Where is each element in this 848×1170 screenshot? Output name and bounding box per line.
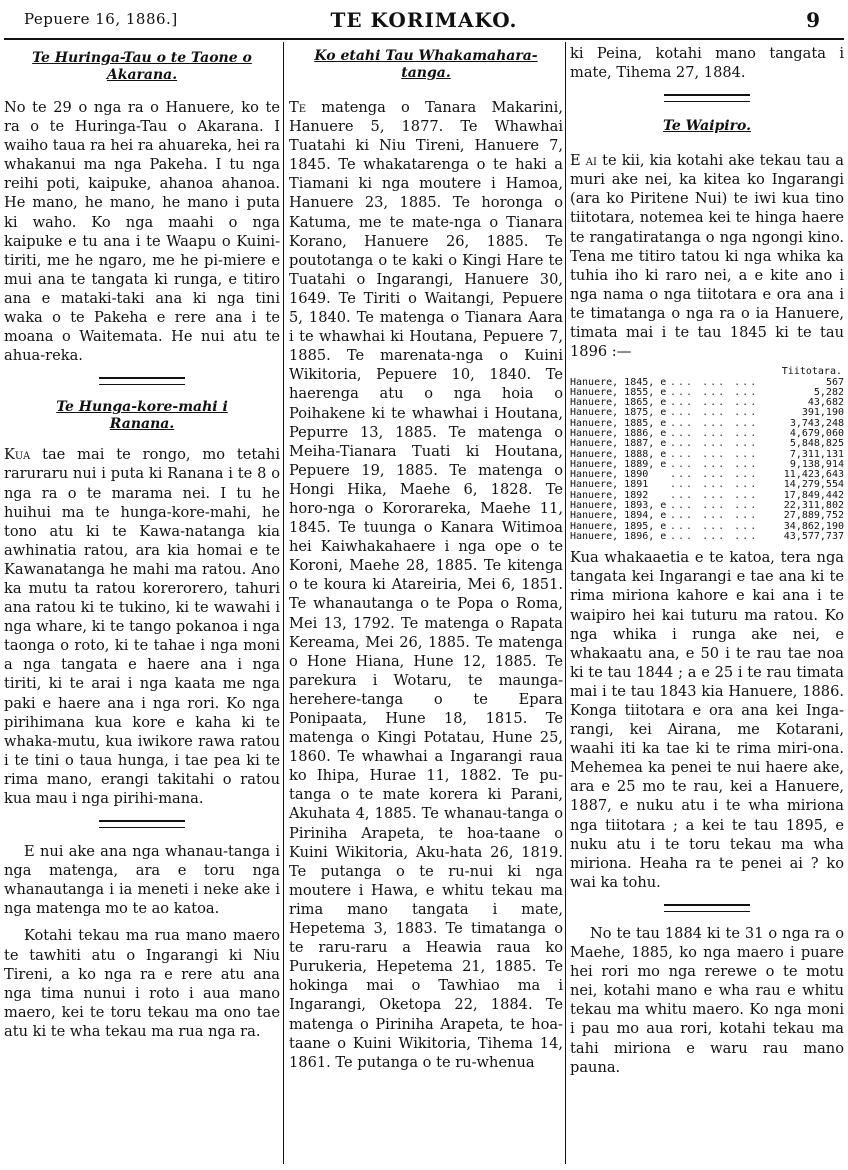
row-label: Hanuere, 1887, e — [570, 438, 667, 450]
leader-dots: ... ... ... — [670, 489, 759, 501]
page-header — [0, 0, 848, 40]
row-value: 34,862,190 — [783, 520, 844, 532]
section-separator — [99, 820, 185, 828]
drop-lead: E ai — [570, 152, 597, 170]
leader-dots: ... ... ... — [670, 386, 759, 398]
article-heading: Te Waipiro. — [663, 118, 751, 135]
row-label: Hanuere, 1888, e — [570, 448, 667, 460]
issue-date: Pepuere 16, 1886.] — [24, 10, 178, 28]
row-label: Hanuere, 1885, e — [570, 417, 667, 429]
article-body — [289, 98, 563, 1072]
leader-dots: ... ... ... — [670, 428, 759, 439]
leader-dots: ... ... ... — [670, 417, 759, 429]
article-body: Kua whakaaetia e te katoa, tera nga tangata kei Ingarangi e tae ana ki te rima miriona kahore e kai ana i te waipiro hei kai tuturu ma ratou. Ko nga whika i runga ake nei, e whakaatu ana, e 50 i te rau tae noa ki te tau 1844 ; a e 25 i te rau timata mai i te tau 1843 kia Hanuere, 1886. Konga tiitotara e ora ana kei Inga-rangi, kei Airana, me Kotarani, waahi iti ka tae ki te rima miri-ona. Mehemea ka penei te nui haere ake, ara e 25 mo te rau, kei a Hanuere, 1887, e nuku atu i te wha miriona nga tiitotara ; a kei te tau 1895, e nuku atu i te toru tekau ma wha miriona. Heaha ra te penei ai ? ko wai ka tohu. — [570, 549, 844, 891]
article-body: No te 29 o nga ra o Hanuere, ko te ra o te Huringa-Tau o Akarana. I waiho taua ra hei ra ahuareka, hei ra whakanui ma nga Pakeha. I tu nga reihi poti, kaipuke, ahanoa ahanoa. He mano, he mano, he mano i puta ki waho. Ko nga maahi o nga kaipuke e tu ana i te Waapu o Kuini-tiriti, me he ngaro, me he pi-miere e mui ana te tangata ki runga, e titiro ana e mataki-taki ana ki nga tini waka o te Pakeha e rere ana i te moana o Waitemata. He nui atu te ahua-reka. — [4, 99, 280, 365]
table-header: Tiitotara. — [781, 366, 842, 378]
leader-dots: ... ... ... — [670, 469, 759, 481]
page-number: 9 — [806, 8, 820, 32]
article-body: Kotahi tekau ma rua mano maero te tawhiti atu o Ingarangi ki Niu Tireni, a ko nga ra e rere atu ana nga tima nunui i roto i aua mano maero, kei te toru tekau ma ono tae atu ki te wha tekau ma rua nga ra. — [4, 927, 280, 1040]
row-label: Hanuere, 1891 — [570, 479, 649, 491]
header-rule — [4, 38, 844, 40]
column-3 — [570, 44, 844, 1077]
leader-dots: ... ... ... — [670, 500, 759, 512]
column-2 — [289, 44, 563, 1072]
leader-dots: ... ... ... — [670, 520, 759, 532]
drop-lead: Te — [289, 99, 307, 116]
article-text: matenga o Tanara Makarini, Hanuere 5, 1877. Te Whawhai Tuatahi ki Niu Tireni, Hanuere 7, 1845. Te whakatarenga o te haki a Tiamani ki nga moutere i Hamoa, Hanuere 23, 1885. Te horonga o Katuma, me te mate-nga o Tianara Korano, Hanuere 26, 1885. Te poutotanga o te kaki o Kingi Hare te Tuatahi o Ingarangi, Hanuere 30, 1649. Te Tiriti o Waitangi, Pepuere 5, 1840. Te matenga o Tianara Aara i te whawhai ki Houtana, Pepuere 7, 1885. Te marenata-nga o Kuini Wikitoria, Pepuere 10, 1840. Te haerenga atu o nga hoia o Poihakene ki te whawhai i Houtana, Pepurre 13, 1885. Te matenga o Meiha-Tianara Tuati ki Houtana, Pepuere 19, 1885. Te matenga o Hongi Hika, Maehe 6, 1828. Te horo-nga o Kororareka, Maehe 11, 1845. Te tuunga o Kanara Witimoa hei Kaiwhakahaere i nga ope o te Koroni, Maehe 28, 1885. Te kitenga o te koura ki Atareiria, Mei 6, 1851. Te whanautanga o te Popa o Roma, Mei 13, 1792. Te matenga o Rapata Kereama, Mei 26, 1885. Te matenga o Hone Hiana, Hune 12, 1885. Te parekura i Wotaru, te maunga-herehere-tanga o te Epara Ponipaata, Hune 18, 1815. Te matenga o Kingi Potatau, Hune 25, 1860. Te whawhai a Ingarangi raua ko Ihipa, Hurae 11, 1882. Te pu-tanga o te mate korera ki Parani, Akuhata 4, 1885. Te whanau-tanga o Piriniha Arapeta, te hoa-taane o Kuini Wikitoria, Aku-hata 26, 1819. Te putanga o te ru-nui ki nga moutere i Hawa, e whitu tekau ma rima mano tangata i mate, Hepetema 3, 1883. Te timatanga o te raru-raru a Heawia raua ko Purukeria, Hepetema 21, 1885. Te hokinga mai o Tawhiao ma i Ingarangi, Oketopa 22, 1884. Te matenga o Piriniha Arapeta, te hoa-taane o Kuini Wikitoria, Tihema 14, 1861. Te putanga o te ru-whenua — [289, 99, 563, 1071]
leader-dots: ... ... ... — [670, 458, 759, 470]
article-heading: Ko etahi Tau Whakamahara-tanga. — [314, 48, 538, 81]
section-separator — [664, 94, 750, 102]
table-row — [570, 532, 844, 542]
leader-dots: ... ... ... — [670, 510, 759, 522]
row-label: Hanuere, 1896, e — [570, 530, 667, 542]
row-value: 22,311,802 — [783, 500, 844, 512]
row-label: Hanuere, 1845, e — [570, 376, 667, 388]
row-value: 3,743,248 — [789, 417, 844, 429]
row-label: Hanuere, 1892 — [570, 489, 649, 501]
leader-dots: ... ... ... — [670, 448, 759, 460]
section-separator — [99, 377, 185, 385]
row-value: 27,889,752 — [783, 510, 844, 522]
row-value: 5,848,825 — [789, 438, 844, 450]
article-continuation: ki Peina, kotahi mano tangata i mate, Tihema 27, 1884. — [570, 45, 844, 82]
article-heading: Te Hunga-kore-mahi i Ranana. — [56, 399, 228, 433]
article-text: tae mai te rongo, mo tetahi raruraru nui i puta ki Ranana i te 8 o nga ra o te marama nei. I tu he huihui ma te hunga-kore-mahi, he tono atu ki te Kawa-natanga kia awhinatia ratou, ara kia homai e te Kawanatanga he mahi ma ratou. Ano ka mutu ta ratou korerorero, tahuri ana ratou ki te tukino, ki te wawahi i nga whare, ki te tango pokanoa i nga taonga o roto, ki te tahae i nga moni a nga tangata e haere ana i nga tiriti, ki te arai i nga kaata me nga paki e haere ana i nga rori. Ko nga pirihimana kua kore e kaha ki te whaka-mutu, kua iwikore rawa ratou i te tini o taua hunga, i tae pea ki te rima mano, erangi takitahi o ratou kua mau i nga pirihi-mana. — [4, 446, 280, 807]
article-text: te kii, kia kotahi ake tekau tau a muri ake nei, ka kitea ko Ingarangi (ara ko Piritene Nui) te iwi kua tino tiitotara, notemea kei te hinga haere te rangatiratanga o nga ngongi kino. Tena me titiro tatou ki nga whika ka tuhia iho ki raro nei, a e kite ano i nga nama o nga tiitotara e ora ana i te timatanga o nga ra o ia Hanuere, timata mai i te tau 1845 ki te tau 1896 :— — [570, 152, 844, 361]
article-heading: Te Huringa-Tau o te Taone o Akarana. — [32, 50, 252, 83]
leader-dots: ... ... ... — [670, 530, 759, 542]
row-label: Hanuere, 1894, e — [570, 510, 667, 522]
leader-dots: ... ... ... — [670, 376, 759, 388]
row-label: Hanuere, 1855, e — [570, 386, 667, 398]
article-body: No te tau 1884 ki te 31 o nga ra o Maehe, 1885, ko nga maero i puare hei rori mo nga rerewe o te motu nei, kotahi mano e wha rau e whitu tekau ma whitu maero. Ko nga moni i pau mo aua rori, kotahi tekau ma tahi miriona e waru rau mano pauna. — [570, 924, 844, 1076]
row-value: 11,423,643 — [783, 469, 844, 481]
column-1 — [4, 44, 280, 1041]
row-value: 567 — [825, 376, 844, 388]
row-value: 9,138,914 — [789, 458, 844, 470]
section-separator — [664, 904, 750, 912]
row-label: Hanuere, 1890 — [570, 469, 649, 481]
newspaper-title: TE KORIMAKO. — [330, 8, 518, 32]
column-divider — [565, 42, 566, 1164]
row-value: 43,577,737 — [783, 530, 844, 542]
table-body — [570, 378, 844, 543]
leader-dots: ... ... ... — [670, 397, 759, 409]
row-value: 4,679,060 — [789, 428, 844, 439]
row-value: 391,190 — [801, 407, 844, 419]
row-label: Hanuere, 1893, e — [570, 500, 667, 512]
leader-dots: ... ... ... — [670, 479, 759, 491]
row-value: 5,282 — [813, 386, 844, 398]
article-body: E nui ake ana nga whanau-tanga i nga matenga, ara e toru nga whanautanga i ia meneti i neke ake i nga matenga mo te ao katoa. — [4, 843, 280, 918]
leader-dots: ... ... ... — [670, 407, 759, 419]
row-value: 14,279,554 — [783, 479, 844, 491]
row-value: 7,311,131 — [789, 448, 844, 460]
row-value: 43,682 — [807, 397, 844, 409]
row-label: Hanuere, 1865, e — [570, 397, 667, 409]
statistics-table — [570, 367, 844, 542]
row-label: Hanuere, 1895, e — [570, 520, 667, 532]
row-value: 17,849,442 — [783, 489, 844, 501]
column-divider — [283, 42, 284, 1164]
article-body — [570, 151, 844, 361]
row-label: Hanuere, 1886, e — [570, 428, 667, 439]
row-label: Hanuere, 1889, e — [570, 458, 667, 470]
leader-dots: ... ... ... — [670, 438, 759, 450]
drop-lead: Kua — [4, 446, 31, 464]
article-body — [4, 445, 280, 808]
row-label: Hanuere, 1875, e — [570, 407, 667, 419]
